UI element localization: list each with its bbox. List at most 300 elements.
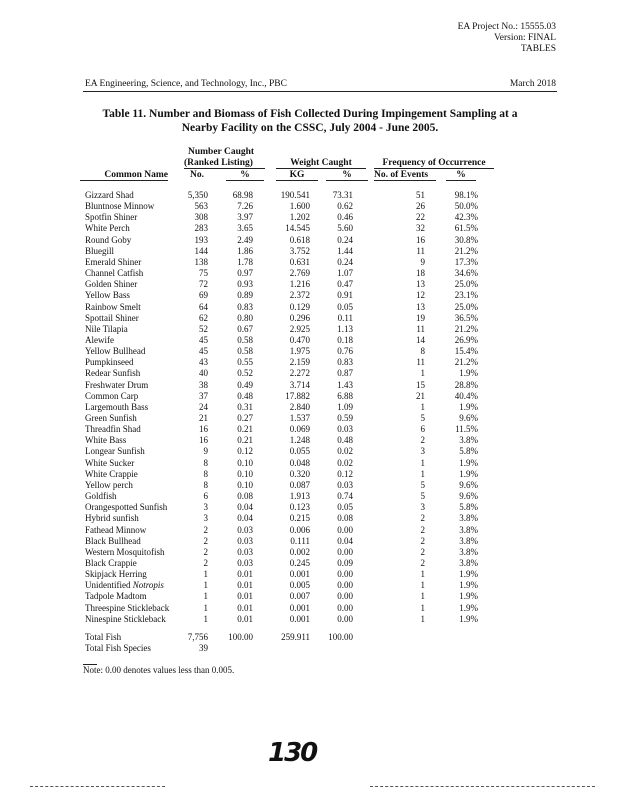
cell-weight-kg: 0.320: [289, 468, 310, 479]
cell-weight-pct: 0.08: [337, 513, 353, 524]
cell-weight-pct: 0.00: [337, 524, 353, 535]
group-ranked-listing: (Ranked Listing): [184, 158, 265, 169]
cell-weight-pct: 6.88: [337, 390, 353, 401]
title-line-1: Table 11. Number and Biomass of Fish Collected During Impingement Sampling at a: [102, 108, 518, 120]
cell-events-pct: 28.8%: [454, 379, 478, 390]
cell-events-pct: 21.2%: [454, 245, 478, 256]
total-fish-kg-pct: 100.00: [328, 632, 353, 642]
cell-number-pct: 0.04: [237, 513, 253, 524]
cell-weight-kg: 3.714: [289, 379, 310, 390]
table-row: [0, 402, 618, 413]
cell-events-pct: 26.9%: [454, 334, 478, 345]
cell-weight-kg: 0.215: [289, 513, 310, 524]
cell-events-pct: 15.4%: [454, 346, 478, 357]
group-weight-caught: Weight Caught: [276, 158, 366, 169]
cell-events: 1: [420, 569, 425, 580]
cell-weight-kg: 0.087: [289, 479, 310, 490]
table-row: [0, 446, 618, 457]
cell-number: 6: [203, 491, 208, 502]
table-row: [0, 246, 618, 257]
cell-number-pct: 0.03: [237, 557, 253, 568]
cell-number: 2: [203, 524, 208, 535]
cell-weight-kg: 17.882: [285, 390, 310, 401]
cell-common-name: Ninespine Stickleback: [85, 613, 166, 624]
cell-common-name: Nile Tilapia: [85, 323, 128, 334]
cell-common-name: Orangespotted Sunfish: [85, 502, 168, 513]
cell-events: 5: [420, 491, 425, 502]
cell-events-pct: 36.5%: [454, 312, 478, 323]
cell-common-name: Unidentified Notropis: [85, 580, 164, 591]
cell-weight-pct: 0.00: [337, 580, 353, 591]
cell-common-name: Golden Shiner: [85, 279, 138, 290]
cell-number-pct: 1.86: [237, 245, 253, 256]
cell-number: 64: [199, 301, 208, 312]
cell-number: 69: [199, 290, 208, 301]
table-row: [0, 547, 618, 558]
cell-number: 8: [203, 479, 208, 490]
cell-common-name: Longear Sunfish: [85, 446, 145, 457]
cell-number: 1: [203, 602, 208, 613]
cell-number-pct: 0.01: [237, 613, 253, 624]
cell-number: 8: [203, 468, 208, 479]
table-row: [0, 380, 618, 391]
cell-weight-kg: 2.925: [289, 323, 310, 334]
total-fish-kg: 259.911: [281, 632, 310, 642]
cell-events-pct: 3.8%: [459, 546, 478, 557]
cell-number-pct: 0.55: [237, 357, 253, 368]
table-row: [0, 324, 618, 335]
cell-number-pct: 3.97: [237, 212, 253, 223]
cell-number-pct: 0.10: [237, 479, 253, 490]
cell-number: 38: [199, 379, 208, 390]
cell-events: 1: [420, 368, 425, 379]
cell-number-pct: 0.10: [237, 468, 253, 479]
cell-number: 1: [203, 569, 208, 580]
cell-common-name: Yellow Bullhead: [85, 346, 146, 357]
table-row: [0, 313, 618, 324]
cell-common-name: Hybrid sunfish: [85, 513, 139, 524]
cell-number-pct: 0.10: [237, 457, 253, 468]
cell-weight-kg: 1.248: [289, 435, 310, 446]
cell-common-name: Bluntnose Minnow: [85, 201, 155, 212]
table-row: [0, 603, 618, 614]
cell-common-name: White Sucker: [85, 457, 135, 468]
cell-common-name: Spotfin Shiner: [85, 212, 138, 223]
cell-events-pct: 9.6%: [459, 413, 478, 423]
cell-weight-pct: 0.00: [337, 591, 353, 602]
total-species-no: 39: [199, 643, 208, 653]
cell-weight-kg: 0.001: [289, 569, 310, 580]
cell-events-pct: 3.8%: [459, 435, 478, 446]
cell-events-pct: 1.9%: [459, 613, 478, 624]
cell-number: 563: [194, 201, 208, 212]
cell-weight-kg: 0.001: [289, 602, 310, 613]
table-row: [0, 413, 618, 424]
cell-number: 24: [199, 401, 208, 412]
cell-weight-kg: 2.840: [289, 401, 310, 412]
cell-events: 14: [416, 334, 425, 345]
cell-weight-pct: 0.74: [337, 491, 353, 502]
total-fish-pct: 100.00: [228, 632, 253, 642]
cell-events: 13: [416, 301, 425, 312]
cell-number-pct: 0.12: [237, 446, 253, 457]
cell-number-pct: 0.52: [237, 368, 253, 379]
cell-events: 32: [416, 223, 425, 234]
cell-events-pct: 40.4%: [454, 390, 478, 401]
group-number-caught: Number Caught: [188, 147, 255, 157]
cell-number: 193: [194, 234, 208, 245]
cell-number-pct: 0.83: [237, 301, 253, 312]
table-row: [0, 614, 618, 625]
cell-number-pct: 68.98: [232, 190, 253, 200]
cell-number-pct: 0.03: [237, 546, 253, 557]
cell-common-name: White Perch: [85, 223, 130, 234]
cell-weight-pct: 1.43: [337, 379, 353, 390]
cell-number-pct: 0.58: [237, 346, 253, 357]
cell-weight-pct: 1.09: [337, 401, 353, 412]
cell-common-name: Threadfin Shad: [85, 424, 141, 435]
cell-weight-pct: 0.76: [337, 346, 353, 357]
table-row: [0, 569, 618, 580]
cell-events: 2: [420, 435, 425, 446]
col-events: No. of Events: [374, 170, 436, 181]
footer-scan-line-left: [30, 786, 165, 787]
cell-weight-kg: 190.541: [280, 190, 310, 200]
cell-events-pct: 1.9%: [459, 368, 478, 379]
cell-events-pct: 25.0%: [454, 301, 478, 312]
cell-events-pct: 3.8%: [459, 513, 478, 524]
cell-events-pct: 61.5%: [454, 223, 478, 234]
cell-weight-kg: 2.272: [289, 368, 310, 379]
col-common-name: Common Name: [80, 170, 168, 181]
cell-weight-pct: 0.11: [337, 312, 353, 323]
cell-weight-kg: 0.245: [289, 557, 310, 568]
cell-events: 2: [420, 535, 425, 546]
cell-events-pct: 1.9%: [459, 401, 478, 412]
cell-number: 3: [203, 502, 208, 513]
cell-weight-pct: 0.24: [337, 256, 353, 267]
cell-weight-pct: 1.07: [337, 268, 353, 279]
table-row: [0, 368, 618, 379]
cell-events: 12: [416, 290, 425, 301]
table-row: [0, 279, 618, 290]
cell-events: 2: [420, 546, 425, 557]
cell-weight-pct: 0.04: [337, 535, 353, 546]
cell-weight-pct: 0.00: [337, 602, 353, 613]
cell-events-pct: 34.6%: [454, 268, 478, 279]
cell-number: 2: [203, 546, 208, 557]
header-section: TABLES: [520, 44, 556, 54]
cell-common-name: Goldfish: [85, 491, 117, 502]
cell-number-pct: 1.78: [237, 256, 253, 267]
cell-number: 45: [199, 346, 208, 357]
table-row: [0, 513, 618, 524]
cell-number: 3: [203, 513, 208, 524]
col-no: No.: [190, 170, 204, 180]
cell-weight-kg: 0.129: [289, 301, 310, 312]
cell-events: 51: [416, 190, 425, 200]
cell-events: 13: [416, 279, 425, 290]
cell-weight-pct: 0.91: [337, 290, 353, 301]
cell-weight-pct: 1.44: [337, 245, 353, 256]
cell-events: 15: [416, 379, 425, 390]
cell-common-name: Threespine Stickleback: [85, 602, 170, 613]
cell-events-pct: 25.0%: [454, 279, 478, 290]
table-row: [0, 335, 618, 346]
cell-events-pct: 23.1%: [454, 290, 478, 301]
header-project: EA Project No.: 15555.03: [457, 22, 556, 32]
total-fish-label: Total Fish: [85, 632, 122, 642]
cell-events-pct: 1.9%: [459, 591, 478, 602]
cell-weight-pct: 0.59: [337, 413, 353, 423]
cell-weight-pct: 0.00: [337, 613, 353, 624]
cell-weight-pct: 0.46: [337, 212, 353, 223]
cell-weight-kg: 0.002: [289, 546, 310, 557]
total-fish-no: 7,756: [187, 632, 208, 642]
cell-events-pct: 3.8%: [459, 557, 478, 568]
table-row: [0, 235, 618, 246]
cell-number-pct: 0.58: [237, 334, 253, 345]
cell-events-pct: 3.8%: [459, 524, 478, 535]
cell-events-pct: 42.3%: [454, 212, 478, 223]
cell-common-name: Channel Catfish: [85, 268, 144, 279]
cell-common-name: Fathead Minnow: [85, 524, 147, 535]
cell-number-pct: 0.08: [237, 491, 253, 502]
table-row: [0, 290, 618, 301]
cell-weight-kg: 0.055: [289, 446, 310, 457]
cell-number: 138: [194, 256, 208, 267]
cell-number: 9: [203, 446, 208, 457]
cell-events-pct: 5.8%: [459, 446, 478, 457]
cell-number: 37: [199, 390, 208, 401]
cell-weight-kg: 1.202: [289, 212, 310, 223]
cell-events: 1: [420, 457, 425, 468]
cell-events: 19: [416, 312, 425, 323]
cell-number: 52: [199, 323, 208, 334]
cell-weight-kg: 0.007: [289, 591, 310, 602]
cell-number-pct: 0.80: [237, 312, 253, 323]
header-date: March 2018: [509, 79, 556, 89]
table-row: [0, 190, 618, 201]
cell-events-pct: 98.1%: [454, 190, 478, 200]
cell-common-name: Common Carp: [85, 390, 139, 401]
cell-events-pct: 21.2%: [454, 357, 478, 368]
cell-events-pct: 1.9%: [459, 569, 478, 580]
cell-events-pct: 1.9%: [459, 602, 478, 613]
cell-events-pct: 21.2%: [454, 323, 478, 334]
cell-events: 1: [420, 613, 425, 624]
cell-events-pct: 50.0%: [454, 201, 478, 212]
cell-common-name: Round Goby: [85, 234, 132, 245]
cell-events-pct: 5.8%: [459, 502, 478, 513]
cell-number-pct: 0.03: [237, 524, 253, 535]
title-line-2: Nearby Facility on the CSSC, July 2004 - June 2005.: [181, 122, 439, 134]
cell-number: 1: [203, 580, 208, 591]
cell-events: 6: [420, 424, 425, 435]
total-species-label: Total Fish Species: [85, 643, 151, 653]
cell-weight-kg: 2.372: [289, 290, 310, 301]
cell-common-name: Skipjack Herring: [85, 569, 147, 580]
cell-weight-kg: 0.470: [289, 334, 310, 345]
cell-weight-pct: 0.12: [337, 468, 353, 479]
cell-common-name: White Bass: [85, 435, 127, 446]
cell-events: 22: [416, 212, 425, 223]
table-row: [0, 346, 618, 357]
col-kg-pct: %: [326, 170, 368, 181]
cell-events: 1: [420, 468, 425, 479]
header-version: Version: FINAL: [493, 33, 556, 43]
table-note: Note: 0.00 denotes values less than 0.005.: [83, 665, 235, 675]
cell-events-pct: 17.3%: [454, 256, 478, 267]
cell-weight-kg: 1.600: [289, 201, 310, 212]
cell-events: 2: [420, 557, 425, 568]
cell-weight-pct: 0.87: [337, 368, 353, 379]
cell-number: 43: [199, 357, 208, 368]
cell-weight-pct: 5.60: [337, 223, 353, 234]
cell-common-name: Black Bullhead: [85, 535, 141, 546]
total-fish-row: [0, 632, 618, 643]
cell-weight-pct: 0.05: [337, 502, 353, 513]
table-title: [80, 107, 540, 135]
cell-number-pct: 0.21: [237, 435, 253, 446]
cell-events-pct: 30.8%: [454, 234, 478, 245]
cell-common-name: Rainbow Smelt: [85, 301, 141, 312]
cell-weight-kg: 1.913: [289, 491, 310, 502]
cell-weight-pct: 0.03: [337, 424, 353, 435]
cell-weight-kg: 1.975: [289, 346, 310, 357]
table-row: [0, 257, 618, 268]
cell-weight-pct: 0.09: [337, 557, 353, 568]
cell-events: 26: [416, 201, 425, 212]
handwritten-page-number: 130: [268, 738, 317, 768]
table-row: [0, 424, 618, 435]
cell-weight-kg: 0.006: [289, 524, 310, 535]
table-row: [0, 212, 618, 223]
cell-weight-pct: 0.18: [337, 334, 353, 345]
cell-events-pct: 1.9%: [459, 457, 478, 468]
cell-events: 8: [420, 346, 425, 357]
col-events-pct: %: [446, 170, 476, 181]
cell-number: 72: [199, 279, 208, 290]
cell-weight-kg: 0.069: [289, 424, 310, 435]
cell-number: 2: [203, 557, 208, 568]
cell-number-pct: 0.21: [237, 424, 253, 435]
table-row: [0, 302, 618, 313]
cell-weight-pct: 0.03: [337, 479, 353, 490]
cell-weight-pct: 0.47: [337, 279, 353, 290]
cell-number-pct: 3.65: [237, 223, 253, 234]
cell-weight-kg: 0.123: [289, 502, 310, 513]
table-row: [0, 268, 618, 279]
table-row: [0, 357, 618, 368]
table-row: [0, 536, 618, 547]
cell-common-name: Spottail Shiner: [85, 312, 139, 323]
cell-number: 283: [194, 223, 208, 234]
cell-number-pct: 0.93: [237, 279, 253, 290]
cell-common-name: Green Sunfish: [85, 413, 137, 423]
cell-weight-kg: 0.005: [289, 580, 310, 591]
cell-common-name: Western Mosquitofish: [85, 546, 165, 557]
table-row: [0, 223, 618, 234]
table-row: [0, 480, 618, 491]
cell-events-pct: 1.9%: [459, 580, 478, 591]
table-row: [0, 391, 618, 402]
cell-common-name: Freshwater Drum: [85, 379, 149, 390]
cell-events-pct: 9.6%: [459, 491, 478, 502]
cell-events: 2: [420, 524, 425, 535]
table-row: [0, 502, 618, 513]
cell-events: 1: [420, 580, 425, 591]
cell-number-pct: 0.01: [237, 591, 253, 602]
cell-weight-kg: 0.048: [289, 457, 310, 468]
cell-common-name: Tadpole Madtom: [85, 591, 147, 602]
cell-number: 16: [199, 435, 208, 446]
cell-events-pct: 11.5%: [455, 424, 478, 435]
cell-common-name: Yellow perch: [85, 479, 133, 490]
cell-number: 16: [199, 424, 208, 435]
cell-number-pct: 2.49: [237, 234, 253, 245]
cell-events: 11: [416, 245, 425, 256]
cell-weight-pct: 0.05: [337, 301, 353, 312]
cell-number-pct: 0.49: [237, 379, 253, 390]
cell-weight-pct: 0.24: [337, 234, 353, 245]
cell-events-pct: 3.8%: [459, 535, 478, 546]
cell-events: 1: [420, 401, 425, 412]
cell-weight-pct: 0.00: [337, 546, 353, 557]
cell-common-name: White Crappie: [85, 468, 138, 479]
cell-weight-kg: 1.537: [289, 413, 310, 423]
cell-number: 75: [199, 268, 208, 279]
cell-events: 16: [416, 234, 425, 245]
cell-events: 1: [420, 591, 425, 602]
cell-common-name: Gizzard Shad: [85, 190, 134, 200]
group-frequency: Frequency of Occurrence: [374, 158, 494, 169]
cell-events: 5: [420, 479, 425, 490]
cell-weight-kg: 3.752: [289, 245, 310, 256]
cell-weight-kg: 2.769: [289, 268, 310, 279]
table-row: [0, 458, 618, 469]
cell-common-name: Yellow Bass: [85, 290, 130, 301]
cell-number-pct: 0.97: [237, 268, 253, 279]
cell-common-name: Bluegill: [85, 245, 114, 256]
cell-weight-kg: 0.111: [290, 535, 310, 546]
cell-events: 3: [420, 502, 425, 513]
cell-events-pct: 9.6%: [459, 479, 478, 490]
cell-events: 18: [416, 268, 425, 279]
cell-weight-pct: 0.62: [337, 201, 353, 212]
table-row: [0, 491, 618, 502]
table-row: [0, 558, 618, 569]
cell-number-pct: 0.01: [237, 602, 253, 613]
cell-common-name: Largemouth Bass: [85, 401, 149, 412]
cell-events-pct: 1.9%: [459, 468, 478, 479]
cell-events: 3: [420, 446, 425, 457]
cell-events: 11: [416, 323, 425, 334]
table-row: [0, 525, 618, 536]
cell-weight-kg: 14.545: [285, 223, 310, 234]
header-rule: [83, 91, 557, 92]
cell-number-pct: 0.03: [237, 535, 253, 546]
cell-events: 5: [420, 413, 425, 423]
cell-number-pct: 0.27: [237, 413, 253, 423]
cell-common-name: Pumpkinseed: [85, 357, 134, 368]
cell-common-name: Black Crappie: [85, 557, 137, 568]
table-row: [0, 469, 618, 480]
cell-number: 308: [194, 212, 208, 223]
cell-number: 40: [199, 368, 208, 379]
cell-common-name: Alewife: [85, 334, 114, 345]
cell-events: 1: [420, 602, 425, 613]
